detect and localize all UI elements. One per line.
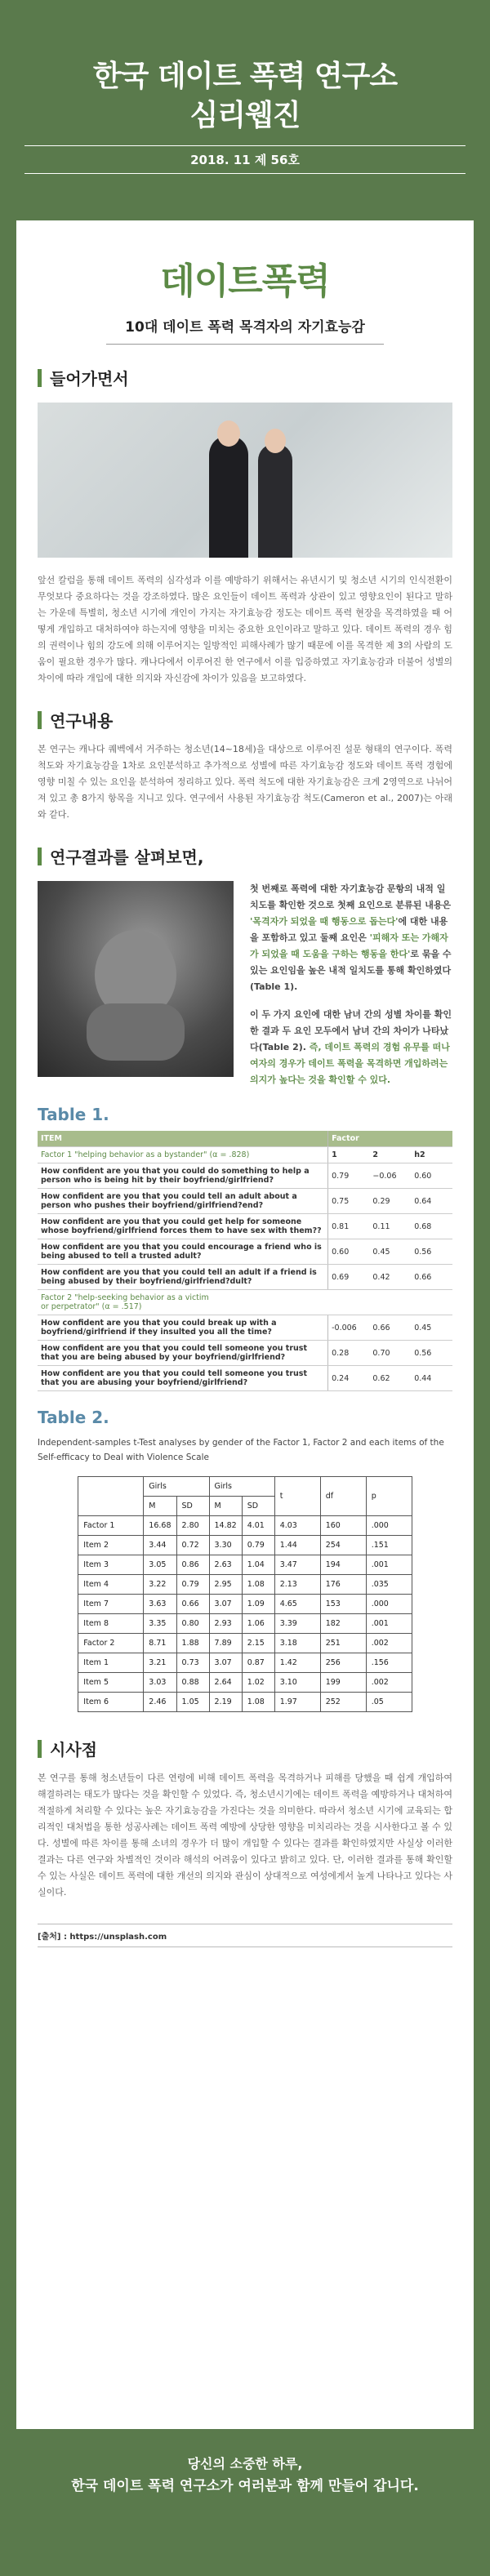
stat-value: 153 [320, 1595, 366, 1614]
stat-value: .001 [366, 1555, 412, 1575]
results-heading-text: 연구결과를 살펴보면, [50, 848, 204, 867]
factor-value: 0.56 [411, 1239, 452, 1265]
intro-text: 앞선 칼럼을 통해 데이트 폭력의 심각성과 이를 예방하기 위해서는 유년시기 및 청소년 시기의 인식전환이 무엇보다 중요하다는 것을 강조하였다. 많은 요인들이 데이트 폭력과 상관이 있고 영향요인이 된다고 말하는 가운데 특별히, 청소년 시기에 개인이 가지는 자기효능감 정도는 데이트 폭력 현장을 목격하였을 때 어떻게 개입하고 대처하여야 하는지에 영향을 미치는 중요한 요인이라고 말하고 있다. 데이트 폭력의 경우 힘의 권력이나 힘의 강도에 의해 이루어지는 일방적인 피해사례가 많기 때문에 이를 목격한 제 3의 사람의 도움이 필요한 경우가 많다. 캐나다에서 이루어진 한 연구에서 이를 입증하였고 자기효능감과 더불어 성별의 차이에 따라 개입에 대한 의지와 자신감에 차이가 있음을 보고하였다. [38, 575, 452, 683]
stat-value: 4.65 [274, 1595, 320, 1614]
col-header: 1 [328, 1147, 370, 1163]
row-label: Item 6 [78, 1693, 144, 1712]
highlight-text: 즉, 데이트 폭력의 경험 유무를 떠나 여자의 경우가 데이트 폭력을 목격하면 개입하려는 의지가 높다는 것을 확인할 수 있다. [250, 1042, 450, 1085]
col-header: h2 [411, 1147, 452, 1163]
row-label: Item 2 [78, 1536, 144, 1555]
factor1-label: Factor 1 "helping behavior as a bystander" (α = .828) [38, 1147, 328, 1163]
stat-value: 254 [320, 1536, 366, 1555]
factor-value: 0.81 [328, 1214, 370, 1239]
factor2-label-line: Factor 2 "help-seeking behavior as a victim [41, 1293, 209, 1302]
stat-value: 0.79 [242, 1536, 274, 1555]
table2-header-row [78, 1477, 412, 1497]
stat-value: .000 [366, 1595, 412, 1614]
results-text [234, 881, 452, 1088]
stat-value: 2.13 [274, 1575, 320, 1595]
stat-value: .156 [366, 1653, 412, 1673]
text-run: 첫 번째로 폭력에 대한 자기효능감 문항의 내적 일치도를 확인한 것으로 첫째 요인으로 분류된 내용은 [250, 883, 452, 910]
results-paragraph-2 [250, 1007, 452, 1088]
stat-value: 1.05 [176, 1693, 209, 1712]
factor-value: 0.68 [411, 1214, 452, 1239]
footer [0, 2454, 490, 2498]
factor-value: 0.28 [328, 1341, 370, 1366]
factor-value: 0.56 [411, 1341, 452, 1366]
row-label: Item 3 [78, 1555, 144, 1575]
stat-value: 3.03 [144, 1673, 176, 1693]
highlight-text: '목격자가 되었을 때 행동으로 돕는다' [250, 916, 399, 927]
stat-value: .05 [366, 1693, 412, 1712]
method-text: 본 연구는 캐나다 퀘벡에서 거주하는 청소년(14~18세)을 대상으로 이루어진 설문 형태의 연구이다. 폭력척도와 자기효능감을 1차로 요인분석하고 추가적으로 성별에 따른 자기효능감 정도와 데이트 폭력 경험에 영향 미칠 수 있는 요인을 분석하여 정리하고 있다. 폭력 척도에 대한 자기효능감은 크게 2영역으로 나뉘어져 있고 총 8가지 항목을 지니고 있다. 연구에서 사용된 자기효능감 척도(Cameron et al., 2007)는 아래와 같다. [38, 744, 452, 820]
stat-value: .002 [366, 1634, 412, 1653]
item-text: How confident are you that you could tell someone you trust that you are being abused by your boyfriend/girlfriend? [38, 1341, 328, 1366]
footer-line-1: 당신의 소중한 하루, [187, 2456, 303, 2471]
stat-value: 0.86 [176, 1555, 209, 1575]
results-heading [38, 844, 452, 868]
stat-value: 1.08 [242, 1575, 274, 1595]
stat-value: 0.88 [176, 1673, 209, 1693]
factor-value: 0.79 [328, 1163, 370, 1189]
stat-value: 1.09 [242, 1595, 274, 1614]
col-header: 2 [369, 1147, 411, 1163]
factor-value: 0.45 [369, 1239, 411, 1265]
page-title [0, 57, 490, 136]
text-run: 이 두 가지 요인에 대한 남녀 간의 성별 차이를 확인한 결과 두 요인 모두에서 남녀 간의 차이가 나타났다(Table 2). [250, 1009, 452, 1052]
heading-bar [38, 711, 42, 729]
sd-header: SD [176, 1497, 209, 1516]
stat-value: 2.95 [209, 1575, 242, 1595]
method-heading-text: 연구내용 [50, 711, 114, 731]
person-figure [209, 435, 248, 558]
stat-value: .002 [366, 1673, 412, 1693]
header [0, 0, 490, 180]
stat-value: 4.01 [242, 1516, 274, 1536]
factor2-label-line: or perpetrator" (α = .517) [41, 1302, 142, 1311]
table2-row [78, 1673, 412, 1693]
heading-bar [38, 1740, 42, 1758]
row-label: Item 7 [78, 1595, 144, 1614]
table2-row [78, 1693, 412, 1712]
table1-row [38, 1214, 452, 1239]
row-label: Item 5 [78, 1673, 144, 1693]
stat-value: 3.21 [144, 1653, 176, 1673]
stat-value: 251 [320, 1634, 366, 1653]
stat-value: 1.42 [274, 1653, 320, 1673]
stat-value: 1.04 [242, 1555, 274, 1575]
df-header: df [320, 1477, 366, 1516]
stat-value: 2.64 [209, 1673, 242, 1693]
row-label: Factor 1 [78, 1516, 144, 1536]
stat-value: 0.72 [176, 1536, 209, 1555]
stat-value: 0.66 [176, 1595, 209, 1614]
stat-value: 1.88 [176, 1634, 209, 1653]
stat-value: 2.93 [209, 1614, 242, 1634]
boys-header: Girls [209, 1477, 274, 1497]
stat-value: 2.80 [176, 1516, 209, 1536]
factor-value: −0.06 [369, 1163, 411, 1189]
distressed-person-photo [38, 881, 234, 1077]
stat-value: 1.02 [242, 1673, 274, 1693]
stat-value: 0.79 [176, 1575, 209, 1595]
factor-value: 0.24 [328, 1366, 370, 1391]
stat-value: 3.10 [274, 1673, 320, 1693]
table1 [38, 1131, 452, 1391]
stat-value: 2.63 [209, 1555, 242, 1575]
factor-value: 0.29 [369, 1189, 411, 1214]
stat-value: 182 [320, 1614, 366, 1634]
factor-value: 0.66 [369, 1315, 411, 1341]
factor-value: 0.66 [411, 1265, 452, 1290]
stat-value: 7.89 [209, 1634, 242, 1653]
stat-value: 160 [320, 1516, 366, 1536]
issue-bar: 2018. 11 제 56호 [24, 145, 466, 174]
table1-row [38, 1265, 452, 1290]
stat-value: .000 [366, 1516, 412, 1536]
factor2-label [38, 1290, 452, 1315]
intro-heading-text: 들어가면서 [50, 369, 129, 389]
table2-row [78, 1516, 412, 1536]
footer-line-2: 한국 데이트 폭력 연구소가 여러분과 함께 만들어 갑니다. [71, 2478, 419, 2494]
factor-value: 0.60 [411, 1163, 452, 1189]
highlight-text: '피해자 또는 가해자가 되었을 때 도움을 구하는 행동을 한다' [250, 932, 448, 959]
stat-value: 3.35 [144, 1614, 176, 1634]
stat-value: 3.47 [274, 1555, 320, 1575]
stat-value: 256 [320, 1653, 366, 1673]
title-line-1: 한국 데이트 폭력 연구소 [92, 60, 398, 93]
content-card [16, 220, 474, 2429]
stat-value: .001 [366, 1614, 412, 1634]
item-text: How confident are you that you could do something to help a person who is being hit by their boyfriend/girlfriend? [38, 1163, 328, 1189]
stat-value: 252 [320, 1693, 366, 1712]
stat-value: 2.19 [209, 1693, 242, 1712]
stat-value: 0.80 [176, 1614, 209, 1634]
text-run: 로 묶을 수 있는 요인임을 높은 내적 일치도를 통해 확인하였다(Table 1). [250, 949, 452, 992]
factor-value: 0.45 [411, 1315, 452, 1341]
stat-value: 8.71 [144, 1634, 176, 1653]
subtitle-divider [106, 344, 384, 345]
method-heading [38, 708, 452, 732]
stat-value: 0.73 [176, 1653, 209, 1673]
results-paragraph-1 [250, 881, 452, 995]
blank-cell [78, 1477, 144, 1516]
table1-row [38, 1189, 452, 1214]
stat-value: .151 [366, 1536, 412, 1555]
girls-header: Girls [144, 1477, 209, 1497]
table2-row [78, 1634, 412, 1653]
stat-value: 4.03 [274, 1516, 320, 1536]
photo-hands [87, 1003, 185, 1061]
sd-header: SD [242, 1497, 274, 1516]
item-text: How confident are you that you could get help for someone whose boyfriend/girlfriend forces them to have sex with them?? [38, 1214, 328, 1239]
stat-value: 199 [320, 1673, 366, 1693]
intro-heading [38, 366, 452, 389]
row-label: Item 4 [78, 1575, 144, 1595]
stat-value: 3.22 [144, 1575, 176, 1595]
table1-row [38, 1163, 452, 1189]
stat-value: 14.82 [209, 1516, 242, 1536]
table2-row [78, 1653, 412, 1673]
factor-value: 0.75 [328, 1189, 370, 1214]
table1-header-row [38, 1131, 452, 1147]
table2-caption: Independent-samples t-Test analyses by gender of the Factor 1, Factor 2 and each items of the Self-efficacy to Deal with Violence Scale [38, 1438, 444, 1462]
stat-value: 3.07 [209, 1653, 242, 1673]
stat-value: 0.87 [242, 1653, 274, 1673]
source-credit: [출처] : https://unsplash.com [38, 1924, 452, 1947]
item-header: ITEM [38, 1131, 328, 1147]
implications-heading-text: 시사점 [50, 1740, 97, 1760]
heading-bar [38, 369, 42, 387]
factor-value: 0.44 [411, 1366, 452, 1391]
table1-row [38, 1239, 452, 1265]
row-label: Item 8 [78, 1614, 144, 1634]
item-text: How confident are you that you could encourage a friend who is being abused to tell a trusted adult? [38, 1239, 328, 1265]
m-header: M [144, 1497, 176, 1516]
m-header: M [209, 1497, 242, 1516]
factor-value: 0.70 [369, 1341, 411, 1366]
stat-value: 3.44 [144, 1536, 176, 1555]
stat-value: 3.07 [209, 1595, 242, 1614]
row-label: Item 1 [78, 1653, 144, 1673]
table2 [78, 1476, 412, 1712]
stat-value: 3.05 [144, 1555, 176, 1575]
person-head [217, 420, 240, 447]
stat-value: 16.68 [144, 1516, 176, 1536]
factor-header: Factor [328, 1131, 452, 1147]
stat-value: 3.18 [274, 1634, 320, 1653]
factor-value: 0.42 [369, 1265, 411, 1290]
implications-text: 본 연구를 통해 청소년들이 다른 연령에 비해 데이트 폭력을 목격하거나 피해를 당했을 때 쉽게 개입하여 해결하려는 태도가 많다는 것을 확인할 수 있었다. 즉, 청소년시기에는 데이트 폭력을 예방하거나 대처하여 적절하게 처리할 수 있다는 높은 자기효능감을 가진다는 것을 의미한다. 따라서 청소년 시기에 교육되는 합리적인 대처법을 통한 성공사례는 데이트 폭력 예방에 상당한 영향을 미치리라는 것을 시사한다고 볼 수 있다. 성별에 따른 차이를 통해 소녀의 경우가 더 많이 개입할 수 있다는 결과를 확인하였지만 사실상 이러한 결과는 다른 연구와 차별적인 것이라 해석의 어려움이 있다고 밝히고 있다. 단, 이러한 결과를 통해 확인할 수 있는 사실은 데이트 폭력에 대한 개선의 의지와 관심이 상대적으로 여성에게서 높게 나타나고 있다는 사실이다. [38, 1773, 452, 1898]
table2-row [78, 1536, 412, 1555]
p-header: p [366, 1477, 412, 1516]
stat-value: 2.46 [144, 1693, 176, 1712]
text-run: 에 대한 내용을 포함하고 있고 둘째 요인은 [250, 916, 448, 943]
couple-photo [38, 403, 452, 558]
item-text: How confident are you that you could tell an adult if a friend is being abused by their boyfriend/girlfriend?dult? [38, 1265, 328, 1290]
stat-value: 1.06 [242, 1614, 274, 1634]
stat-value: 3.39 [274, 1614, 320, 1634]
table1-label: Table 1. [38, 1105, 109, 1124]
stat-value: 2.15 [242, 1634, 274, 1653]
factor-value: 0.60 [328, 1239, 370, 1265]
item-text: How confident are you that you could tell an adult about a person who pushes their boyfriend/girlfriend?end? [38, 1189, 328, 1214]
table1-row [38, 1366, 452, 1391]
row-label: Factor 2 [78, 1634, 144, 1653]
factor1-row [38, 1147, 452, 1163]
table2-row [78, 1614, 412, 1634]
stat-value: 3.63 [144, 1595, 176, 1614]
stat-value: 1.08 [242, 1693, 274, 1712]
person-head [265, 429, 286, 453]
table2-row [78, 1555, 412, 1575]
stat-value: .035 [366, 1575, 412, 1595]
implications-heading [38, 1737, 452, 1760]
item-text: How confident are you that you could tell someone you trust that you are abusing your boyfriend/girlfriend? [38, 1366, 328, 1391]
factor-value: -0.006 [328, 1315, 370, 1341]
table2-row [78, 1595, 412, 1614]
item-text: How confident are you that you could break up with a boyfriend/girlfriend if they insulted you all the time? [38, 1315, 328, 1341]
heading-bar [38, 848, 42, 865]
t-header: t [274, 1477, 320, 1516]
stat-value: 1.44 [274, 1536, 320, 1555]
stat-value: 194 [320, 1555, 366, 1575]
factor-value: 0.11 [369, 1214, 411, 1239]
stat-value: 1.97 [274, 1693, 320, 1712]
table2-label: Table 2. [38, 1408, 109, 1427]
table1-row [38, 1315, 452, 1341]
table1-row [38, 1341, 452, 1366]
factor-value: 0.64 [411, 1189, 452, 1214]
person-figure [258, 443, 292, 558]
results-section [38, 881, 452, 1088]
factor-value: 0.62 [369, 1366, 411, 1391]
table2-row [78, 1575, 412, 1595]
title-line-2: 심리웹진 [189, 99, 301, 132]
category-title: 데이트폭력 [160, 260, 330, 302]
stat-value: 3.30 [209, 1536, 242, 1555]
article-subtitle: 10대 데이트 폭력 목격자의 자기효능감 [125, 319, 365, 336]
factor2-row [38, 1290, 452, 1315]
factor-value: 0.69 [328, 1265, 370, 1290]
stat-value: 176 [320, 1575, 366, 1595]
